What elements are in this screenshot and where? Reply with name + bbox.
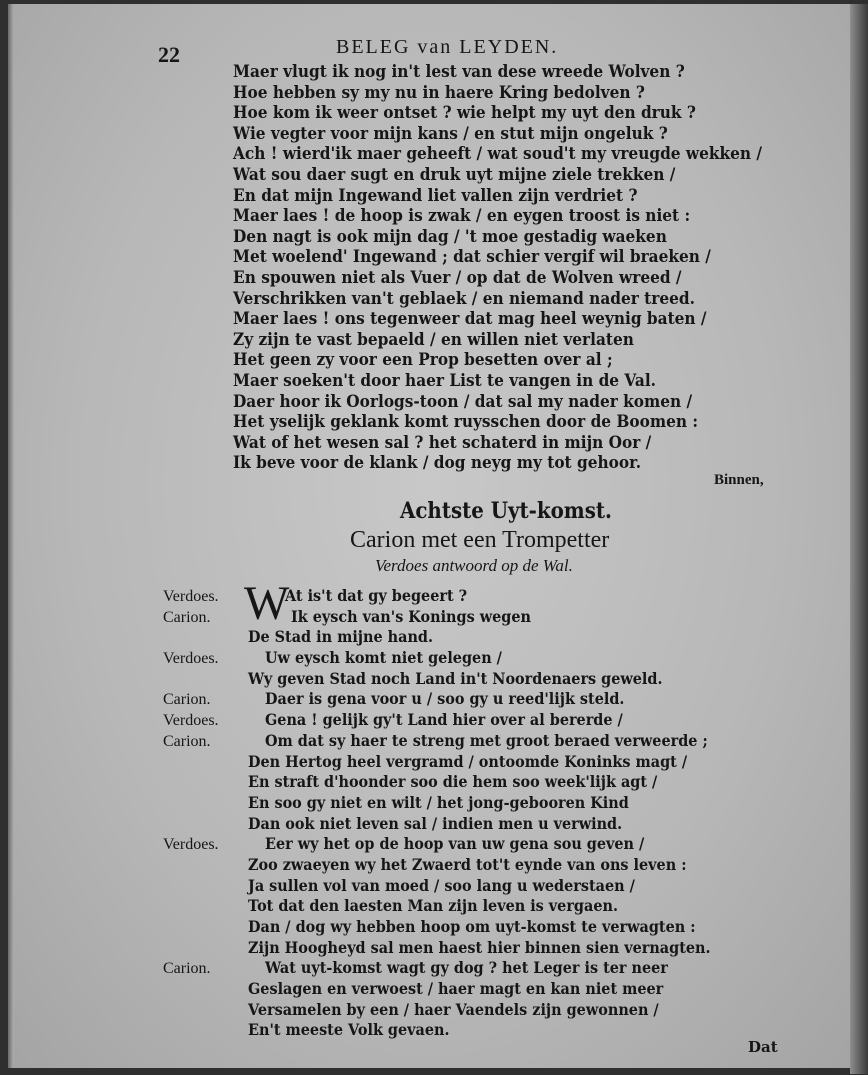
dialogue-text: En soo gy niet en wilt / het jong-gebooren Kind [248, 792, 629, 812]
stage-direction: Verdoes antwoord op de Wal. [375, 556, 573, 575]
verse-line: Daer hoor ik Oorlogs-toon / dat sal my nader komen / [233, 391, 693, 411]
dialogue-line [163, 876, 743, 897]
speaker-name: Verdoes. [163, 712, 219, 730]
dialogue-line [163, 772, 743, 793]
verse-line: Wat of het wesen sal ? het schaterd in mijn Oor / [233, 432, 652, 452]
dialogue-line [163, 814, 743, 835]
dialogue-text: Zoo zwaeyen wy het Zwaerd tot't eynde van ons leven : [248, 854, 687, 874]
dialogue-text: Dan / dog wy hebben hoop om uyt-komst te verwagten : [248, 917, 696, 936]
dialogue-line [163, 731, 743, 752]
dialogue-line [163, 938, 743, 959]
dialogue-text: Zijn Hoogheyd sal men haest hier binnen sien vernagten. [248, 937, 711, 957]
section-subtitle: Carion met een Trompetter [350, 527, 610, 553]
dialogue-text: Daer is gena voor u / soo gy u reed'lijk steld. [265, 689, 625, 709]
verse-line: Verschrikken van't geblaek / en niemand nader treed. [233, 288, 695, 308]
drop-capital: W [244, 577, 290, 630]
dialogue-block [163, 586, 743, 1041]
dialogue-line [163, 979, 743, 1000]
speaker-name: Carion. [163, 608, 211, 626]
verse-line: Ach ! wierd'ik maer geheeft / wat soud't my vreugde wekken / [233, 144, 763, 164]
dialogue-text: Dan ook niet leven sal / indien men u verwind. [248, 813, 623, 833]
catchword: Dat [748, 1038, 778, 1056]
dialogue-line [163, 1000, 743, 1021]
running-head: BELEG van LEYDEN. [336, 36, 559, 58]
page-gutter [8, 4, 14, 1068]
dialogue-line [163, 793, 743, 814]
speaker-name: Verdoes. [163, 836, 219, 854]
dialogue-text: Tot dat den laesten Man zijn leven is vergaen. [248, 896, 618, 916]
dialogue-line [163, 586, 743, 607]
dialogue-text: At is't dat gy begeert ? [285, 586, 468, 605]
speaker-name: Carion. [163, 691, 211, 709]
dialogue-text: Versamelen by een / haer Vaendels zijn gewonnen / [248, 999, 659, 1019]
verse-line: Het geen zy voor een Prop besetten over al ; [233, 350, 613, 370]
verse-line: Maer soeken't door haer List te vangen in de Val. [233, 370, 657, 390]
catchword-stage-direction: Binnen, [714, 472, 764, 488]
speaker-name: Carion. [163, 960, 211, 978]
dialogue-line [163, 1020, 743, 1041]
verse-line: Wat sou daer sugt en druk uyt mijne ziele trekken / [233, 164, 676, 184]
verse-line: Met woelend' Ingewand ; dat schier vergif wil braeken / [233, 247, 711, 267]
verse-line: Maer laes ! de hoop is zwak / en eygen troost is niet : [233, 206, 691, 226]
dialogue-line [163, 752, 743, 773]
dialogue-text: Om dat sy haer te streng met groot beraed verweerde ; [265, 730, 708, 750]
dialogue-text: Ja sullen vol van moed / soo lang u wederstaen / [248, 875, 635, 895]
dialogue-line [163, 834, 743, 855]
dialogue-text: Eer wy het op de hoop van uw gena sou geven / [265, 834, 645, 854]
verse-line: Maer vlugt ik nog in't lest van dese wreede Wolven ? [233, 62, 685, 81]
dialogue-line [163, 917, 743, 938]
dialogue-line [163, 627, 743, 648]
dialogue-line [163, 607, 743, 628]
verse-line: Hoe hebben sy my nu in haere Kring bedolven ? [233, 82, 645, 102]
dialogue-text: De Stad in mijne hand. [248, 627, 433, 647]
section-title: Achtste Uyt-komst. [400, 498, 612, 524]
verse-line: Maer laes ! ons tegenweer dat mag heel weynig baten / [233, 309, 707, 329]
verse-block [233, 62, 763, 474]
dialogue-text: En straft d'hoonder soo die hem soo week'lijk agt / [248, 772, 658, 792]
dialogue-text: Ik eysch van's Konings wegen [291, 606, 531, 626]
page-number: 22 [158, 42, 180, 67]
speaker-name: Verdoes. [163, 650, 219, 668]
dialogue-text: Wat uyt-komst wagt gy dog ? het Leger is ter neer [265, 958, 668, 978]
verse-line: En dat mijn Ingewand liet vallen zijn verdriet ? [233, 185, 638, 205]
dialogue-text: En't meeste Volk gevaen. [248, 1020, 450, 1040]
verse-line: Hoe kom ik weer ontset ? wie helpt my uyt den druk ? [233, 103, 696, 123]
verse-line: Den nagt is ook mijn dag / 't moe gestadig waeken [233, 226, 667, 246]
verse-line: Het yselijk geklank komt ruysschen door de Boomen : [233, 412, 699, 432]
book-page [8, 4, 850, 1068]
dialogue-line [163, 689, 743, 710]
dialogue-text: Den Hertog heel vergramd / ontoomde Koninks magt / [248, 751, 688, 771]
dialogue-line [163, 855, 743, 876]
speaker-name: Carion. [163, 732, 211, 750]
verse-line: Zy zijn te vast bepaeld / en willen niet verlaten [233, 329, 634, 349]
speaker-name: Verdoes. [163, 588, 219, 605]
dialogue-text: Geslagen en verwoest / haer magt en kan niet meer [248, 979, 664, 999]
dialogue-text: Gena ! gelijk gy't Land hier over al bererde / [265, 710, 623, 730]
page-edge-shadow [850, 4, 868, 1074]
dialogue-line [163, 648, 743, 669]
verse-line: Wie vegter voor mijn kans / en stut mijn ongeluk ? [233, 123, 668, 143]
dialogue-text: Uw eysch komt niet gelegen / [265, 648, 502, 668]
verse-line: Ik beve voor de klank / dog neyg my tot gehoor. [233, 453, 642, 473]
dialogue-line [163, 958, 743, 979]
dialogue-line [163, 669, 743, 690]
page-header [158, 34, 628, 67]
dialogue-line [163, 710, 743, 731]
dialogue-text: Wy geven Stad noch Land in't Noordenaers geweld. [248, 668, 663, 688]
verse-line: En spouwen niet als Vuer / op dat de Wolven wreed / [233, 267, 682, 287]
dialogue-line [163, 896, 743, 917]
